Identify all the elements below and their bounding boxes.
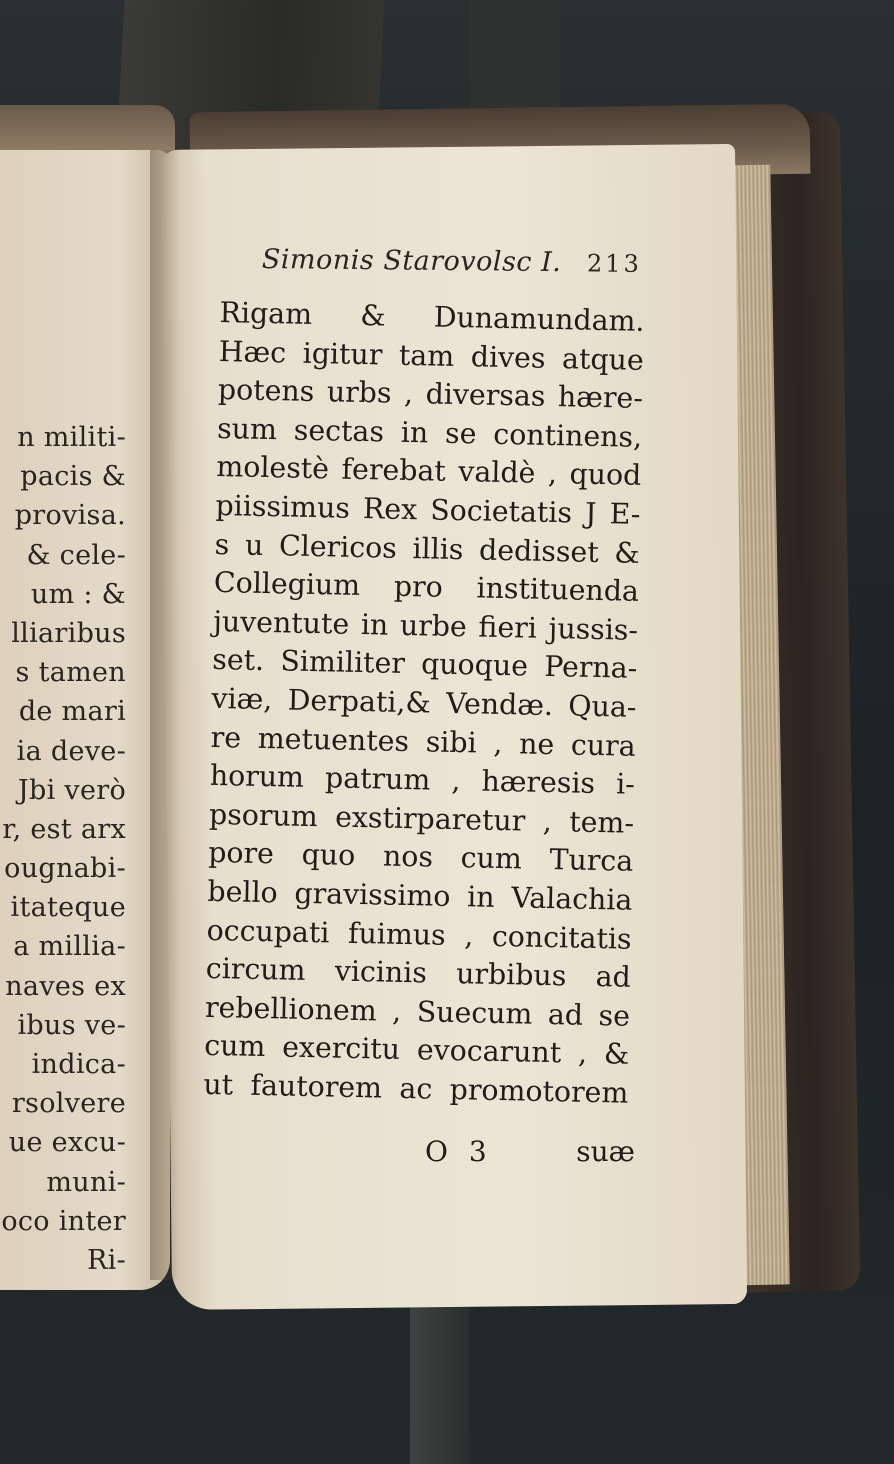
text-line: pore quo nos cum Turca: [207, 836, 634, 879]
left-page-text: [0, 418, 126, 1280]
text-line: ia deve-: [16, 735, 126, 767]
text-line: ougnabi-: [4, 853, 126, 885]
text-line: horum patrum , hæresis i-: [209, 759, 636, 801]
text-line: cum exercitu evocarunt , &: [203, 1029, 630, 1072]
text-line: rebellionem , Suecum ad se: [204, 990, 631, 1033]
text-line: viæ, Derpati,& Vendæ. Qua-: [211, 681, 637, 724]
running-head: Simonis Starovolsc I.: [261, 244, 562, 279]
text-line: juventute in urbe fieri jussis-: [212, 604, 639, 647]
text-line: um : &: [30, 578, 126, 610]
page-footer: [425, 1135, 635, 1175]
text-line: set. Similiter quoque Perna-: [211, 643, 638, 686]
text-line: de mari: [18, 696, 126, 728]
text-line: Ri-: [87, 1244, 126, 1276]
text-line: & cele-: [26, 539, 126, 571]
text-line: ut fautorem ac promotorem: [203, 1067, 629, 1110]
text-line: r, est arx: [2, 813, 126, 845]
text-line: sum sectas in se continens,: [216, 411, 643, 454]
text-line: muni-: [46, 1166, 126, 1198]
text-line: Rigam & Dunamundam.: [219, 295, 645, 338]
text-line: s u Clericos illis dedisset &: [214, 527, 641, 570]
page-header: [262, 244, 642, 288]
text-line: a millia-: [13, 931, 126, 963]
text-line: s tamen: [15, 657, 126, 689]
page-number: 213: [586, 249, 642, 278]
text-line: pacis &: [20, 461, 126, 493]
text-line: potens urbs , diversas hære-: [217, 373, 644, 416]
text-line: indica-: [31, 1049, 126, 1080]
text-line: molestè ferebat valdè , quod: [216, 450, 642, 493]
text-line: ibus ve-: [17, 1009, 126, 1041]
text-line: naves ex: [5, 970, 126, 1002]
right-page-text: [203, 294, 645, 1113]
text-line: Jbi verò: [17, 774, 126, 806]
text-line: Collegium pro instituenda: [213, 566, 640, 608]
text-line: re metuentes sibi , ne cura: [210, 720, 636, 763]
text-line: rsolvere: [11, 1088, 126, 1120]
catchword: suæ: [576, 1135, 635, 1168]
text-line: Hæc igitur tam dives atque: [218, 334, 645, 377]
text-line: provisa.: [14, 500, 126, 532]
page-clip: [410, 1300, 470, 1464]
text-line: circum vicinis urbibus ad: [205, 951, 632, 994]
text-line: ue excu-: [8, 1127, 126, 1159]
text-line: n militi-: [17, 422, 126, 453]
text-line: oco inter: [1, 1205, 126, 1237]
left-page: [0, 150, 170, 1290]
signature-mark: O 3: [425, 1135, 493, 1168]
page-gutter-shadow: [150, 150, 180, 1280]
text-line: occupati fuimus , concitatis: [206, 913, 632, 956]
text-line: piissimus Rex Societatis J E-: [215, 488, 641, 531]
text-line: bello gravissimo in Valachia: [207, 874, 633, 917]
text-line: itateque: [10, 892, 126, 924]
text-line: lliaribus: [11, 617, 126, 649]
text-line: psorum exstirparetur , tem-: [208, 797, 635, 840]
